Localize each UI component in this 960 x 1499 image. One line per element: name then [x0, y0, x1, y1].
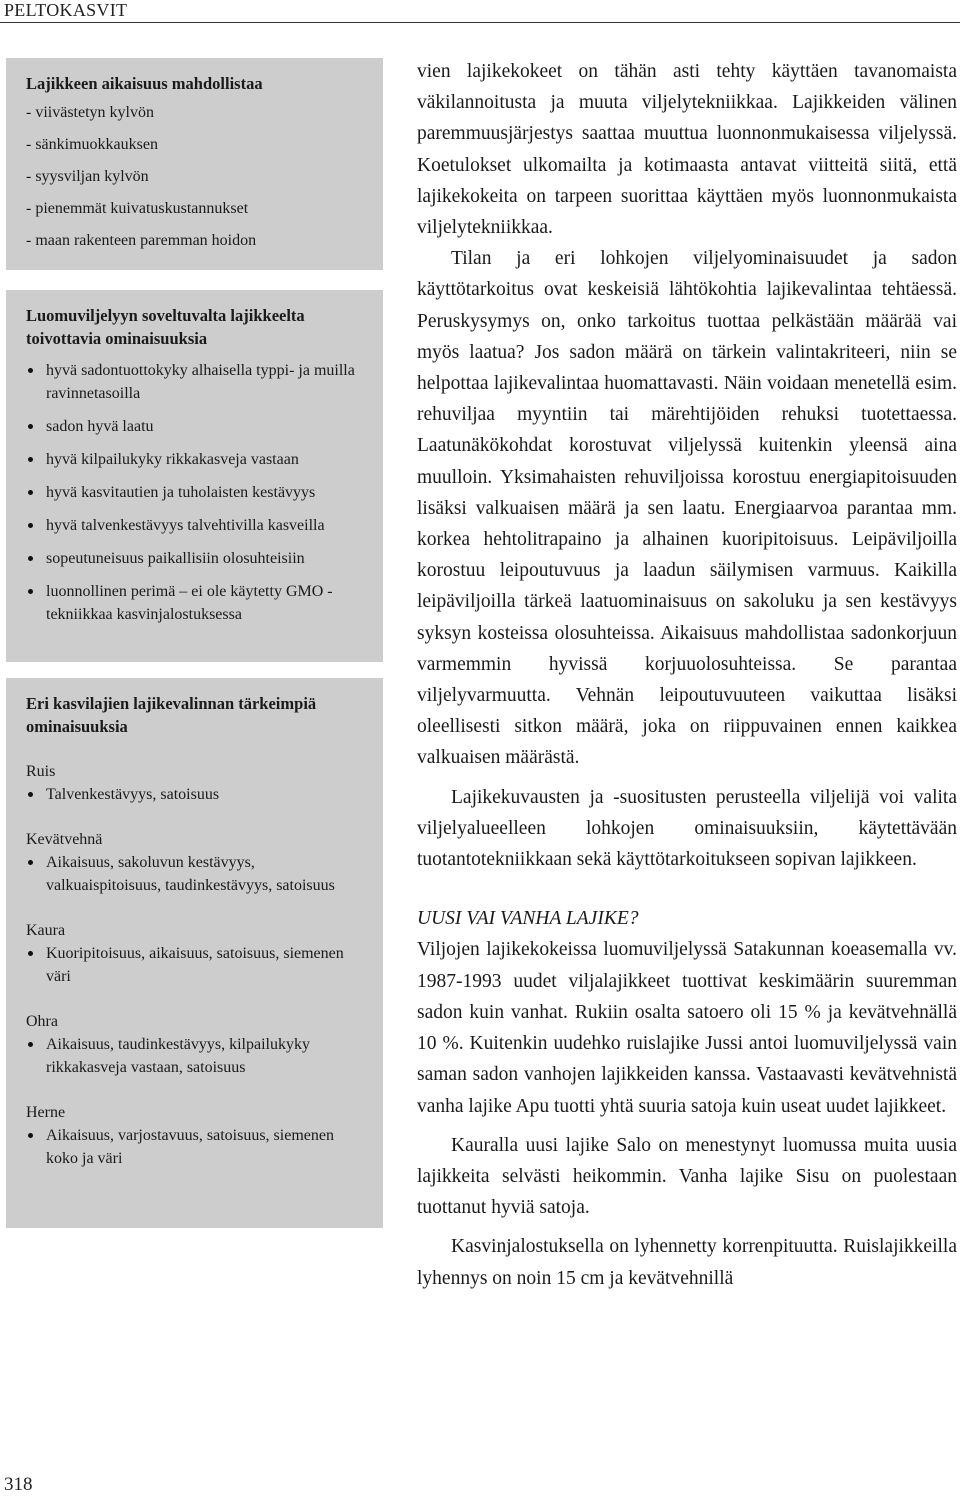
list-item: - sänkimuokkauksen: [26, 136, 158, 153]
crop-traits: Talvenkestävyys, satoisuus: [26, 783, 365, 806]
sidebar-box-crop-properties: [6, 678, 383, 1228]
crop-traits: Kuoripitoisuus, aikaisuus, satoisuus, siemenen väri: [26, 942, 365, 988]
paragraph: Kauralla uusi lajike Salo on menestynyt luomussa muita uusia lajikkeita selvästi heikommin. Vanha lajike Sisu on puolestaan tuottanut hyviä satoja.: [417, 1134, 957, 1219]
list-item: hyvä kilpailukyky rikkakasveja vastaan: [26, 448, 365, 471]
box-title: Luomuviljelyyn soveltuvalta lajikkeelta toivottavia ominaisuuksia: [26, 306, 305, 348]
paragraph: Viljojen lajikekokeissa luomuviljelyssä Satakunnan koeasemalla vv. 1987-1993 uudet viljalajikkeet tuottivat keskimäärin suuremman sadon kuin vanhat. Rukiin osalta satoero oli 15 % ja kevätvehnällä 10 %. Kuitenkin uudehko ruislajike Jussi antoi luomuviljelyssä vain saman sadon vanhojen lajikkeiden kanssa. Vastaavasti kevätvehnistä vanha lajike Apu tuotti yhtä suuria satoja kuin useat uudet lajikkeet.: [417, 939, 957, 1117]
sidebar-box-earliness: [6, 58, 383, 270]
paragraph: Kasvinjalostuksella on lyhennetty korrenpituutta. Ruislajikkeilla lyhennys on noin 15 cm ja kevätvehnillä: [417, 1236, 957, 1289]
crop-group: [26, 1010, 365, 1079]
crop-name: Kaura: [26, 922, 66, 939]
properties-list: [26, 359, 365, 626]
crop-group: [26, 919, 365, 988]
crop-group: [26, 760, 365, 806]
list-item: - syysviljan kylvön: [26, 168, 149, 185]
crop-traits: Aikaisuus, taudinkestävyys, kilpailukyky rikkakasveja vastaan, satoisuus: [26, 1033, 365, 1079]
box-title: Eri kasvilajien lajikevalinnan tärkeimpiä ominaisuuksia: [26, 694, 317, 736]
crop-group: [26, 1101, 365, 1170]
list-item: sopeutuneisuus paikallisiin olosuhteisiin: [26, 547, 365, 570]
list-item: hyvä talvenkestävyys talvehtivilla kasveilla: [26, 514, 365, 537]
list-item: - maan rakenteen paremman hoidon: [26, 232, 257, 249]
paragraph: Tilan ja eri lohkojen viljelyominaisuudet ja sadon käyttötarkoitus ovat keskeisiä lähtökohtia lajikevalintaa tehtäessä. Peruskysymys on, onko tarkoitus tuottaa pelkästään määrää vai myös laatua? Jos sadon määrä on tärkein valintakriteeri, niin se helpottaa lajikevalintaa huomattavasti. Näin voidaan menetellä esim. rehuviljaa myyntiin tai märehtijöiden rehuksi tuotettaessa. Laatunäkökohdat korostuvat viljelyssä kuitenkin yleensä aina muulloin. Yksimahaisten rehuviljoissa korostuu energiapitoisuuden lisäksi valkuaisen määrä ja sen laatu. Energiaarvoa parantaa mm. korkea hehtolitrapaino ja alhainen kuoripitoisuus. Leipäviljoilla korostuu leipoutuvuus ja laadun säilymisen varmuus. Kaikilla leipäviljoilla tärkeä laatuominaisuus on sakoluku ja sen kestävyys syksyn kosteissa olosuhteissa. Aikaisuus mahdollistaa sadonkorjuun varmemmin hyvissä korjuuolosuhteissa. Se parantaa viljelyvarmuutta. Vehnän leipoutuvuuteen vaikuttaa lisäksi oleellisesti sitkon määrä, joka on riippuvainen ennen kaikkea valkuaisen määrästä.: [417, 248, 957, 769]
main-column: [417, 56, 957, 1294]
crop-group: [26, 828, 365, 897]
crop-name: Ruis: [26, 763, 56, 780]
page-number: 318: [4, 1474, 33, 1495]
list-item: hyvä kasvitautien ja tuholaisten kestävyys: [26, 481, 365, 504]
crop-name: Ohra: [26, 1013, 58, 1030]
header-rule: [0, 22, 960, 23]
list-item: luonnollinen perimä – ei ole käytetty GMO -tekniikkaa kasvinjalostuksessa: [26, 580, 365, 626]
list-item: hyvä sadontuottokyky alhaisella typpi- ja muilla ravinnetasoilla: [26, 359, 365, 405]
list-item: - pienemmät kuivatuskustannukset: [26, 200, 249, 217]
crop-name: Kevätvehnä: [26, 831, 103, 848]
paragraph: vien lajikekokeet on tähän asti tehty käyttäen tavanomaista väkilannoitusta ja muuta viljelytekniikkaa. Lajikkeiden välinen paremmuusjärjestys saattaa muuttua luonnonmukaisessa viljelyssä. Koetulokset ulkomailta ja kotimaasta antavat viitteitä siitä, että lajikekokeita on tarpeen suorittaa käyttäen myös luonnonmukaista viljelytekniikkaa.: [417, 61, 957, 239]
sidebar-box-organic-properties: [6, 290, 383, 662]
section-label: PELTOKASVIT: [4, 0, 128, 20]
crop-traits: Aikaisuus, sakoluvun kestävyys, valkuaispitoisuus, taudinkestävyys, satoisuus: [26, 851, 365, 897]
paragraph: Lajikekuvausten ja -suositusten perusteella viljelijä voi valita viljelyalueelleen lohkojen ominaisuuksiin, käytettävään tuotantotekniikkaan sekä käyttötarkoitukseen sopivan lajikkeen.: [417, 786, 957, 871]
running-header: [0, 0, 960, 24]
list-item: - viivästetyn kylvön: [26, 104, 154, 121]
crop-traits: Aikaisuus, varjostavuus, satoisuus, siemenen koko ja väri: [26, 1124, 365, 1170]
section-heading: UUSI VAI VANHA LAJIKE?: [417, 908, 639, 930]
list-item: sadon hyvä laatu: [26, 415, 365, 438]
earliness-list: [26, 101, 365, 252]
box-title: Lajikkeen aikaisuus mahdollistaa: [26, 74, 263, 93]
crop-name: Herne: [26, 1104, 66, 1121]
